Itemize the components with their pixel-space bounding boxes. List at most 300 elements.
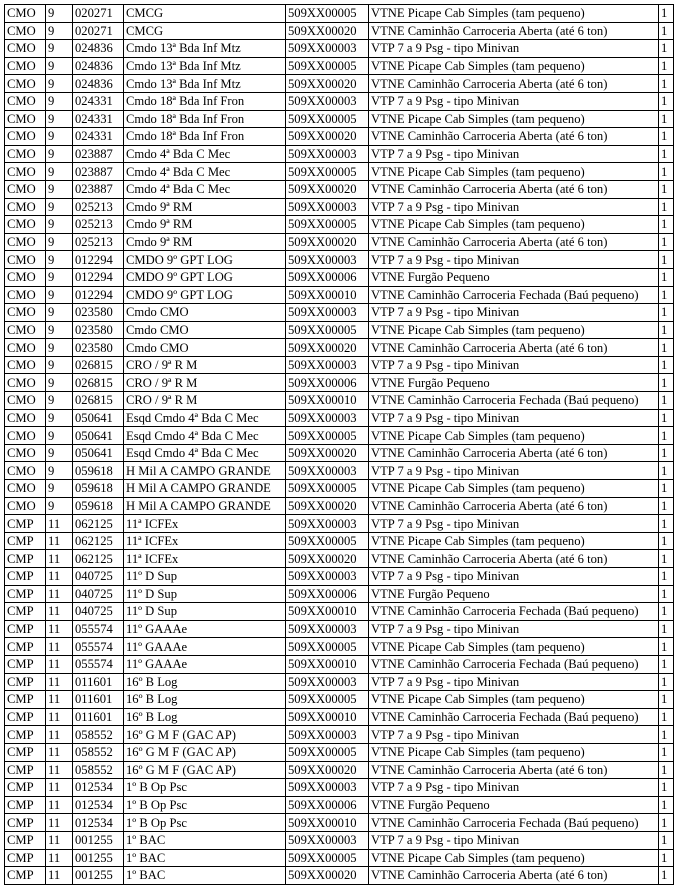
quantity-cell: 1 (659, 867, 674, 885)
table-row (5, 849, 674, 867)
command-cell: CMO (5, 92, 46, 110)
unit-name-cell: Cmdo 18ª Bda Inf Fron (124, 92, 286, 110)
unit-name-cell: Cmdo 9ª RM (124, 198, 286, 216)
table-row (5, 57, 674, 75)
vehicle-description-cell: VTP 7 a 9 Psg - tipo Minivan (369, 831, 659, 849)
item-code-cell: 509XX00010 (286, 655, 369, 673)
command-cell: CMO (5, 356, 46, 374)
unit-code-cell: 020271 (73, 22, 124, 40)
table-row (5, 779, 674, 797)
item-code-cell: 509XX00003 (286, 145, 369, 163)
unit-name-cell: 11º GAAAe (124, 620, 286, 638)
vehicle-description-cell: VTNE Picape Cab Simples (tam pequeno) (369, 480, 659, 498)
unit-name-cell: 16º B Log (124, 691, 286, 709)
region-cell: 9 (46, 392, 73, 410)
command-cell: CMP (5, 831, 46, 849)
region-cell: 11 (46, 515, 73, 533)
table-row (5, 532, 674, 550)
region-cell: 9 (46, 304, 73, 322)
region-cell: 11 (46, 796, 73, 814)
item-code-cell: 509XX00006 (286, 585, 369, 603)
region-cell: 9 (46, 409, 73, 427)
vehicle-description-cell: VTNE Furgão Pequeno (369, 796, 659, 814)
region-cell: 9 (46, 57, 73, 75)
quantity-cell: 1 (659, 75, 674, 93)
table-row (5, 497, 674, 515)
quantity-cell: 1 (659, 110, 674, 128)
command-cell: CMP (5, 568, 46, 586)
item-code-cell: 509XX00003 (286, 673, 369, 691)
vehicle-description-cell: VTNE Caminhão Carroceria Aberta (até 6 ton) (369, 22, 659, 40)
command-cell: CMO (5, 5, 46, 23)
quantity-cell: 1 (659, 515, 674, 533)
table-row (5, 480, 674, 498)
vehicle-description-cell: VTP 7 a 9 Psg - tipo Minivan (369, 304, 659, 322)
quantity-cell: 1 (659, 374, 674, 392)
vehicle-description-cell: VTNE Caminhão Carroceria Fechada (Baú pequeno) (369, 655, 659, 673)
item-code-cell: 509XX00006 (286, 374, 369, 392)
item-code-cell: 509XX00010 (286, 392, 369, 410)
region-cell: 11 (46, 585, 73, 603)
table-row (5, 427, 674, 445)
unit-name-cell: Cmdo CMO (124, 321, 286, 339)
item-code-cell: 509XX00003 (286, 831, 369, 849)
unit-code-cell: 059618 (73, 480, 124, 498)
quantity-cell: 1 (659, 251, 674, 269)
region-cell: 9 (46, 40, 73, 58)
region-cell: 9 (46, 286, 73, 304)
item-code-cell: 509XX00020 (286, 233, 369, 251)
vehicle-description-cell: VTP 7 a 9 Psg - tipo Minivan (369, 515, 659, 533)
vehicle-description-cell: VTNE Caminhão Carroceria Aberta (até 6 ton) (369, 867, 659, 885)
unit-name-cell: 11º D Sup (124, 568, 286, 586)
region-cell: 11 (46, 603, 73, 621)
region-cell: 11 (46, 761, 73, 779)
command-cell: CMO (5, 180, 46, 198)
command-cell: CMP (5, 603, 46, 621)
quantity-cell: 1 (659, 198, 674, 216)
quantity-cell: 1 (659, 532, 674, 550)
quantity-cell: 1 (659, 620, 674, 638)
unit-code-cell: 059618 (73, 462, 124, 480)
vehicle-description-cell: VTP 7 a 9 Psg - tipo Minivan (369, 40, 659, 58)
region-cell: 9 (46, 339, 73, 357)
table-row (5, 585, 674, 603)
command-cell: CMO (5, 268, 46, 286)
vehicle-description-cell: VTNE Caminhão Carroceria Aberta (até 6 ton) (369, 497, 659, 515)
command-cell: CMP (5, 673, 46, 691)
unit-code-cell: 050641 (73, 427, 124, 445)
quantity-cell: 1 (659, 128, 674, 146)
command-cell: CMO (5, 198, 46, 216)
unit-code-cell: 025213 (73, 233, 124, 251)
unit-code-cell: 024331 (73, 110, 124, 128)
unit-code-cell: 062125 (73, 550, 124, 568)
command-cell: CMP (5, 743, 46, 761)
quantity-cell: 1 (659, 356, 674, 374)
quantity-cell: 1 (659, 286, 674, 304)
item-code-cell: 509XX00005 (286, 163, 369, 181)
unit-code-cell: 024836 (73, 40, 124, 58)
region-cell: 9 (46, 233, 73, 251)
command-cell: CMP (5, 638, 46, 656)
table-body (5, 5, 674, 885)
region-cell: 9 (46, 321, 73, 339)
command-cell: CMP (5, 532, 46, 550)
unit-code-cell: 001255 (73, 849, 124, 867)
quantity-cell: 1 (659, 216, 674, 234)
unit-code-cell: 023580 (73, 321, 124, 339)
item-code-cell: 509XX00020 (286, 550, 369, 568)
region-cell: 9 (46, 163, 73, 181)
region-cell: 9 (46, 128, 73, 146)
vehicle-description-cell: VTNE Picape Cab Simples (tam pequeno) (369, 743, 659, 761)
vehicle-description-cell: VTP 7 a 9 Psg - tipo Minivan (369, 779, 659, 797)
table-row (5, 145, 674, 163)
table-row (5, 392, 674, 410)
unit-name-cell: CMDO 9º GPT LOG (124, 268, 286, 286)
table-row (5, 814, 674, 832)
item-code-cell: 509XX00005 (286, 5, 369, 23)
quantity-cell: 1 (659, 304, 674, 322)
command-cell: CMO (5, 22, 46, 40)
table-row (5, 515, 674, 533)
region-cell: 9 (46, 268, 73, 286)
command-cell: CMP (5, 515, 46, 533)
region-cell: 11 (46, 691, 73, 709)
quantity-cell: 1 (659, 180, 674, 198)
unit-name-cell: 11º D Sup (124, 603, 286, 621)
quantity-cell: 1 (659, 673, 674, 691)
table-row (5, 603, 674, 621)
quantity-cell: 1 (659, 57, 674, 75)
unit-name-cell: Cmdo 13ª Bda Inf Mtz (124, 40, 286, 58)
region-cell: 9 (46, 444, 73, 462)
unit-code-cell: 025213 (73, 216, 124, 234)
table-row (5, 251, 674, 269)
item-code-cell: 509XX00020 (286, 128, 369, 146)
unit-name-cell: CMCG (124, 22, 286, 40)
vehicle-description-cell: VTNE Furgão Pequeno (369, 374, 659, 392)
table-row (5, 743, 674, 761)
item-code-cell: 509XX00020 (286, 497, 369, 515)
table-row (5, 40, 674, 58)
quantity-cell: 1 (659, 427, 674, 445)
vehicle-description-cell: VTNE Picape Cab Simples (tam pequeno) (369, 110, 659, 128)
vehicle-description-cell: VTNE Caminhão Carroceria Aberta (até 6 ton) (369, 75, 659, 93)
region-cell: 11 (46, 814, 73, 832)
unit-code-cell: 058552 (73, 726, 124, 744)
vehicle-description-cell: VTNE Picape Cab Simples (tam pequeno) (369, 163, 659, 181)
command-cell: CMP (5, 620, 46, 638)
vehicle-description-cell: VTP 7 a 9 Psg - tipo Minivan (369, 462, 659, 480)
item-code-cell: 509XX00020 (286, 761, 369, 779)
command-cell: CMP (5, 585, 46, 603)
unit-name-cell: 16º G M F (GAC AP) (124, 743, 286, 761)
unit-code-cell: 040725 (73, 568, 124, 586)
quantity-cell: 1 (659, 339, 674, 357)
vehicle-description-cell: VTNE Caminhão Carroceria Aberta (até 6 ton) (369, 233, 659, 251)
region-cell: 11 (46, 831, 73, 849)
command-cell: CMO (5, 57, 46, 75)
vehicle-description-cell: VTNE Caminhão Carroceria Aberta (até 6 ton) (369, 444, 659, 462)
quantity-cell: 1 (659, 814, 674, 832)
item-code-cell: 509XX00010 (286, 603, 369, 621)
region-cell: 9 (46, 497, 73, 515)
command-cell: CMP (5, 849, 46, 867)
command-cell: CMP (5, 655, 46, 673)
unit-code-cell: 012534 (73, 779, 124, 797)
unit-code-cell: 024836 (73, 57, 124, 75)
vehicle-description-cell: VTNE Picape Cab Simples (tam pequeno) (369, 216, 659, 234)
command-cell: CMO (5, 40, 46, 58)
vehicle-description-cell: VTNE Caminhão Carroceria Aberta (até 6 ton) (369, 761, 659, 779)
vehicle-description-cell: VTP 7 a 9 Psg - tipo Minivan (369, 620, 659, 638)
region-cell: 9 (46, 92, 73, 110)
quantity-cell: 1 (659, 550, 674, 568)
item-code-cell: 509XX00003 (286, 356, 369, 374)
unit-name-cell: CMDO 9º GPT LOG (124, 286, 286, 304)
unit-name-cell: CMDO 9º GPT LOG (124, 251, 286, 269)
region-cell: 9 (46, 145, 73, 163)
command-cell: CMO (5, 163, 46, 181)
item-code-cell: 509XX00005 (286, 480, 369, 498)
table-row (5, 75, 674, 93)
item-code-cell: 509XX00020 (286, 180, 369, 198)
quantity-cell: 1 (659, 585, 674, 603)
unit-name-cell: Cmdo 9ª RM (124, 233, 286, 251)
item-code-cell: 509XX00010 (286, 286, 369, 304)
command-cell: CMO (5, 392, 46, 410)
region-cell: 9 (46, 216, 73, 234)
region-cell: 11 (46, 638, 73, 656)
vehicle-description-cell: VTP 7 a 9 Psg - tipo Minivan (369, 726, 659, 744)
quantity-cell: 1 (659, 321, 674, 339)
vehicle-description-cell: VTNE Furgão Pequeno (369, 268, 659, 286)
unit-name-cell: 11ª ICFEx (124, 515, 286, 533)
command-cell: CMP (5, 550, 46, 568)
vehicle-description-cell: VTP 7 a 9 Psg - tipo Minivan (369, 198, 659, 216)
quantity-cell: 1 (659, 849, 674, 867)
command-cell: CMP (5, 796, 46, 814)
quantity-cell: 1 (659, 796, 674, 814)
unit-code-cell: 012534 (73, 796, 124, 814)
unit-code-cell: 062125 (73, 532, 124, 550)
command-cell: CMO (5, 427, 46, 445)
table-row (5, 286, 674, 304)
unit-name-cell: 16º G M F (GAC AP) (124, 726, 286, 744)
unit-code-cell: 023887 (73, 145, 124, 163)
command-cell: CMO (5, 75, 46, 93)
unit-name-cell: Cmdo 13ª Bda Inf Mtz (124, 75, 286, 93)
table-row (5, 233, 674, 251)
item-code-cell: 509XX00003 (286, 251, 369, 269)
item-code-cell: 509XX00005 (286, 849, 369, 867)
quantity-cell: 1 (659, 233, 674, 251)
unit-code-cell: 020271 (73, 5, 124, 23)
region-cell: 9 (46, 180, 73, 198)
table-row (5, 462, 674, 480)
region-cell: 11 (46, 550, 73, 568)
unit-code-cell: 040725 (73, 585, 124, 603)
table-row (5, 304, 674, 322)
vehicle-allocation-table (4, 4, 674, 885)
region-cell: 11 (46, 779, 73, 797)
unit-code-cell: 026815 (73, 374, 124, 392)
unit-code-cell: 011601 (73, 708, 124, 726)
unit-code-cell: 023887 (73, 180, 124, 198)
table-row (5, 198, 674, 216)
item-code-cell: 509XX00003 (286, 726, 369, 744)
vehicle-description-cell: VTNE Picape Cab Simples (tam pequeno) (369, 691, 659, 709)
command-cell: CMO (5, 286, 46, 304)
unit-code-cell: 011601 (73, 691, 124, 709)
table-row (5, 409, 674, 427)
item-code-cell: 509XX00003 (286, 40, 369, 58)
unit-code-cell: 055574 (73, 638, 124, 656)
table-row (5, 691, 674, 709)
vehicle-description-cell: VTP 7 a 9 Psg - tipo Minivan (369, 673, 659, 691)
item-code-cell: 509XX00005 (286, 532, 369, 550)
unit-code-cell: 024836 (73, 75, 124, 93)
vehicle-description-cell: VTP 7 a 9 Psg - tipo Minivan (369, 568, 659, 586)
region-cell: 9 (46, 462, 73, 480)
item-code-cell: 509XX00003 (286, 409, 369, 427)
vehicle-description-cell: VTNE Caminhão Carroceria Aberta (até 6 ton) (369, 339, 659, 357)
unit-name-cell: Cmdo 4ª Bda C Mec (124, 163, 286, 181)
command-cell: CMO (5, 409, 46, 427)
vehicle-description-cell: VTNE Furgão Pequeno (369, 585, 659, 603)
quantity-cell: 1 (659, 268, 674, 286)
item-code-cell: 509XX00003 (286, 620, 369, 638)
item-code-cell: 509XX00005 (286, 743, 369, 761)
table-row (5, 374, 674, 392)
unit-name-cell: 1º BAC (124, 867, 286, 885)
unit-code-cell: 001255 (73, 831, 124, 849)
table-row (5, 216, 674, 234)
region-cell: 9 (46, 356, 73, 374)
vehicle-description-cell: VTNE Caminhão Carroceria Fechada (Baú pequeno) (369, 603, 659, 621)
table-row (5, 568, 674, 586)
unit-code-cell: 023887 (73, 163, 124, 181)
unit-code-cell: 012294 (73, 286, 124, 304)
command-cell: CMP (5, 867, 46, 885)
item-code-cell: 509XX00003 (286, 304, 369, 322)
item-code-cell: 509XX00005 (286, 57, 369, 75)
vehicle-description-cell: VTNE Caminhão Carroceria Fechada (Baú pequeno) (369, 392, 659, 410)
quantity-cell: 1 (659, 743, 674, 761)
quantity-cell: 1 (659, 761, 674, 779)
vehicle-description-cell: VTNE Caminhão Carroceria Aberta (até 6 ton) (369, 550, 659, 568)
item-code-cell: 509XX00005 (286, 427, 369, 445)
item-code-cell: 509XX00020 (286, 867, 369, 885)
unit-name-cell: CRO / 9ª R M (124, 356, 286, 374)
table-row (5, 5, 674, 23)
table-row (5, 638, 674, 656)
item-code-cell: 509XX00005 (286, 110, 369, 128)
unit-code-cell: 001255 (73, 867, 124, 885)
unit-name-cell: Cmdo 4ª Bda C Mec (124, 180, 286, 198)
item-code-cell: 509XX00003 (286, 462, 369, 480)
unit-name-cell: Cmdo CMO (124, 304, 286, 322)
item-code-cell: 509XX00005 (286, 691, 369, 709)
unit-name-cell: 1º B Op Psc (124, 814, 286, 832)
table-row (5, 92, 674, 110)
quantity-cell: 1 (659, 5, 674, 23)
unit-code-cell: 024331 (73, 128, 124, 146)
vehicle-description-cell: VTNE Picape Cab Simples (tam pequeno) (369, 638, 659, 656)
unit-code-cell: 025213 (73, 198, 124, 216)
region-cell: 11 (46, 849, 73, 867)
unit-name-cell: Cmdo 9ª RM (124, 216, 286, 234)
table-row (5, 550, 674, 568)
unit-code-cell: 012294 (73, 251, 124, 269)
vehicle-description-cell: VTNE Caminhão Carroceria Aberta (até 6 ton) (369, 180, 659, 198)
command-cell: CMO (5, 462, 46, 480)
vehicle-description-cell: VTP 7 a 9 Psg - tipo Minivan (369, 92, 659, 110)
quantity-cell: 1 (659, 708, 674, 726)
region-cell: 11 (46, 568, 73, 586)
unit-code-cell: 058552 (73, 743, 124, 761)
item-code-cell: 509XX00005 (286, 638, 369, 656)
quantity-cell: 1 (659, 145, 674, 163)
table-row (5, 708, 674, 726)
vehicle-description-cell: VTNE Picape Cab Simples (tam pequeno) (369, 321, 659, 339)
quantity-cell: 1 (659, 497, 674, 515)
command-cell: CMO (5, 216, 46, 234)
unit-code-cell: 055574 (73, 655, 124, 673)
unit-code-cell: 050641 (73, 409, 124, 427)
unit-code-cell: 012294 (73, 268, 124, 286)
vehicle-description-cell: VTNE Picape Cab Simples (tam pequeno) (369, 532, 659, 550)
vehicle-description-cell: VTP 7 a 9 Psg - tipo Minivan (369, 409, 659, 427)
table-row (5, 339, 674, 357)
vehicle-description-cell: VTNE Caminhão Carroceria Fechada (Baú pequeno) (369, 814, 659, 832)
vehicle-description-cell: VTNE Caminhão Carroceria Fechada (Baú pequeno) (369, 286, 659, 304)
vehicle-description-cell: VTP 7 a 9 Psg - tipo Minivan (369, 356, 659, 374)
unit-code-cell: 023580 (73, 339, 124, 357)
region-cell: 11 (46, 673, 73, 691)
command-cell: CMO (5, 128, 46, 146)
unit-code-cell: 058552 (73, 761, 124, 779)
table-row (5, 655, 674, 673)
unit-name-cell: 1º BAC (124, 849, 286, 867)
unit-code-cell: 040725 (73, 603, 124, 621)
item-code-cell: 509XX00003 (286, 515, 369, 533)
command-cell: CMO (5, 304, 46, 322)
region-cell: 9 (46, 75, 73, 93)
table-row (5, 180, 674, 198)
unit-name-cell: 16º B Log (124, 708, 286, 726)
command-cell: CMO (5, 480, 46, 498)
table-row (5, 867, 674, 885)
unit-code-cell: 012534 (73, 814, 124, 832)
vehicle-description-cell: VTNE Caminhão Carroceria Fechada (Baú pequeno) (369, 708, 659, 726)
table-row (5, 128, 674, 146)
table-row (5, 796, 674, 814)
item-code-cell: 509XX00020 (286, 22, 369, 40)
region-cell: 9 (46, 480, 73, 498)
vehicle-description-cell: VTNE Caminhão Carroceria Aberta (até 6 ton) (369, 128, 659, 146)
table-row (5, 356, 674, 374)
vehicle-description-cell: VTP 7 a 9 Psg - tipo Minivan (369, 251, 659, 269)
unit-name-cell: H Mil A CAMPO GRANDE (124, 480, 286, 498)
command-cell: CMO (5, 145, 46, 163)
region-cell: 11 (46, 726, 73, 744)
item-code-cell: 509XX00010 (286, 814, 369, 832)
unit-name-cell: Esqd Cmdo 4ª Bda C Mec (124, 427, 286, 445)
unit-name-cell: 11ª ICFEx (124, 550, 286, 568)
